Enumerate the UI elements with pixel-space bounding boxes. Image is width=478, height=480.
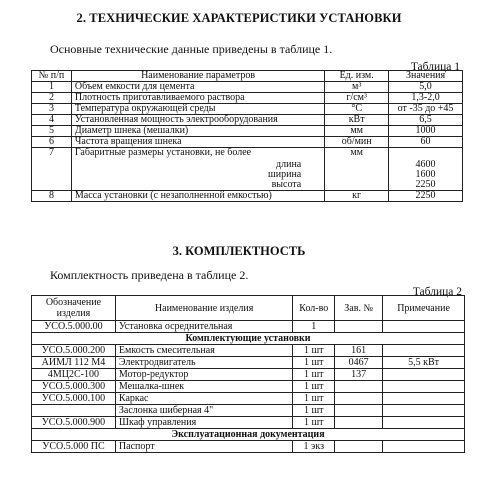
- table-row: [32, 405, 465, 417]
- item-qty: 1 шт: [293, 393, 335, 405]
- table-row: [32, 115, 463, 126]
- dim-width-value: 1600: [415, 169, 436, 180]
- row-unit: мм: [325, 148, 389, 191]
- table-row: [32, 345, 465, 357]
- dim-width-label: ширина: [268, 169, 302, 180]
- row-value: 1,3-2,0: [389, 93, 463, 104]
- item-qty: 1 шт: [293, 345, 335, 357]
- item-serial: [335, 417, 383, 429]
- header-cell: Примечание: [383, 296, 465, 321]
- row-value: 60: [389, 137, 463, 148]
- table-row: [32, 441, 465, 453]
- dims-label: Габаритные размеры установки, не более: [74, 147, 252, 158]
- table-row: [32, 93, 463, 104]
- table-row: [32, 126, 463, 137]
- row-number: 3: [32, 104, 72, 115]
- row-value: 5,0: [389, 82, 463, 93]
- section-2-intro: Основные технические данные приведены в таблице 1.: [50, 42, 333, 56]
- item-note: [383, 417, 465, 429]
- group-header-row: [32, 429, 465, 441]
- row-parameter: Температура окружающей среды: [71, 104, 324, 115]
- item-serial: [335, 393, 383, 405]
- item-qty: 1 шт: [293, 369, 335, 381]
- table-row: [32, 321, 465, 333]
- group-header-row: [32, 333, 465, 345]
- item-code: [32, 405, 116, 417]
- item-name: Электродвигатель: [115, 357, 292, 369]
- row-unit: об/мин: [325, 137, 389, 148]
- dim-height-value: 2250: [415, 179, 436, 190]
- row-parameter: [71, 148, 324, 191]
- item-qty: 1: [293, 321, 335, 333]
- dim-length-label: длина: [276, 159, 302, 170]
- item-name: Шкаф управления: [115, 417, 292, 429]
- item-note: [383, 381, 465, 393]
- table-row: [32, 357, 465, 369]
- item-qty: 1 шт: [293, 417, 335, 429]
- row-number: 5: [32, 126, 72, 137]
- header-cell: Ед. изм.: [325, 71, 389, 82]
- dim-height-label: высота: [271, 179, 302, 190]
- item-name: Емкость смесительная: [115, 345, 292, 357]
- table-row: [32, 369, 465, 381]
- item-note: [383, 441, 465, 453]
- table-row: [32, 82, 463, 93]
- item-serial: 137: [335, 369, 383, 381]
- header-cell: Наименование изделия: [115, 296, 292, 321]
- row-parameter: Частота вращения шнека: [71, 137, 324, 148]
- section-2-title: 2. ТЕХНИЧЕСКИЕ ХАРАКТЕРИСТИКИ УСТАНОВКИ: [76, 11, 402, 25]
- row-value: 1000: [389, 126, 463, 137]
- table-header-row: [32, 296, 465, 321]
- item-serial: 0467: [335, 357, 383, 369]
- row-parameter: Плотность приготавливаемого раствора: [71, 93, 324, 104]
- header-cell: Кол-во: [293, 296, 335, 321]
- item-code: 4МЦ2С-100: [32, 369, 116, 381]
- item-code: УСО.5.000 ПС: [32, 441, 116, 453]
- item-name: Паспорт: [115, 441, 292, 453]
- row-parameter: Объем емкости для цемента: [71, 82, 324, 93]
- item-serial: [335, 441, 383, 453]
- header-cell: Значения: [389, 71, 463, 82]
- row-unit: °C: [325, 104, 389, 115]
- row-number: 8: [32, 191, 72, 202]
- header-cell: Наименование параметров: [71, 71, 324, 82]
- item-qty: 1 шт: [293, 405, 335, 417]
- section-3-title: 3. КОМПЛЕКТНОСТЬ: [172, 244, 306, 258]
- item-serial: [335, 381, 383, 393]
- row-unit: г/см³: [325, 93, 389, 104]
- item-code: УСО.5.000.100: [32, 393, 116, 405]
- row-number: 1: [32, 82, 72, 93]
- item-code: УСО.5.000.900: [32, 417, 116, 429]
- table-row: [32, 393, 465, 405]
- dim-length-value: 4600: [415, 159, 436, 170]
- header-cell: № п/п: [32, 71, 72, 82]
- item-code: АИМЛ 112 М4: [32, 357, 116, 369]
- item-serial: [335, 405, 383, 417]
- row-number: 7: [32, 148, 72, 191]
- row-value: [389, 148, 463, 191]
- item-note: [383, 405, 465, 417]
- row-parameter: Установленная мощность электрооборудования: [71, 115, 324, 126]
- technical-data-table: [31, 70, 463, 202]
- row-number: 4: [32, 115, 72, 126]
- item-qty: 1 шт: [293, 381, 335, 393]
- row-value: 2250: [389, 191, 463, 202]
- row-unit: кг: [325, 191, 389, 202]
- table-row: [32, 417, 465, 429]
- item-note: [383, 393, 465, 405]
- row-unit: кВт: [325, 115, 389, 126]
- item-note: 5,5 кВт: [383, 357, 465, 369]
- item-name: Заслонка шиберная 4": [115, 405, 292, 417]
- item-qty: 1 шт: [293, 357, 335, 369]
- group-title: Эксплуатационная документация: [32, 429, 465, 441]
- row-unit: мм: [325, 126, 389, 137]
- item-code: УСО.5.000.300: [32, 381, 116, 393]
- item-serial: 161: [335, 345, 383, 357]
- item-code: УСО.5.000.200: [32, 345, 116, 357]
- item-note: [383, 369, 465, 381]
- item-qty: 1 экз: [293, 441, 335, 453]
- components-rows: [32, 345, 465, 429]
- table-row: [32, 137, 463, 148]
- header-cell: Обозначение изделия: [32, 296, 116, 321]
- item-note: [383, 321, 465, 333]
- table-row: [32, 104, 463, 115]
- item-note: [383, 345, 465, 357]
- item-name: Установка осреднительная: [115, 321, 292, 333]
- row-parameter: Масса установки (с незаполненной емкостью): [71, 191, 324, 202]
- table-row: [32, 191, 463, 202]
- row-unit: м³: [325, 82, 389, 93]
- table-row: [32, 381, 465, 393]
- row-value: 6,5: [389, 115, 463, 126]
- row-parameter: Диаметр шнека (мешалки): [71, 126, 324, 137]
- section-3-intro: Комплектность приведена в таблице 2.: [50, 268, 249, 282]
- table-2-caption: Таблица 2: [412, 286, 462, 298]
- row-number: 6: [32, 137, 72, 148]
- item-name: Каркас: [115, 393, 292, 405]
- header-cell: Зав. №: [335, 296, 383, 321]
- row-value: от -35 до +45: [389, 104, 463, 115]
- group-title: Комплектующие установки: [32, 333, 465, 345]
- item-code: УСО.5.000.00: [32, 321, 116, 333]
- table-row: [32, 148, 463, 191]
- documentation-rows: [32, 441, 465, 453]
- item-name: Мешалка-шнек: [115, 381, 292, 393]
- table-1-caption: Таблица 1: [410, 61, 460, 73]
- table-header-row: [32, 71, 463, 82]
- technical-data-rows: [32, 82, 463, 148]
- row-number: 2: [32, 93, 72, 104]
- item-serial: [335, 321, 383, 333]
- item-name: Мотор-редуктор: [115, 369, 292, 381]
- completeness-table: [31, 295, 465, 453]
